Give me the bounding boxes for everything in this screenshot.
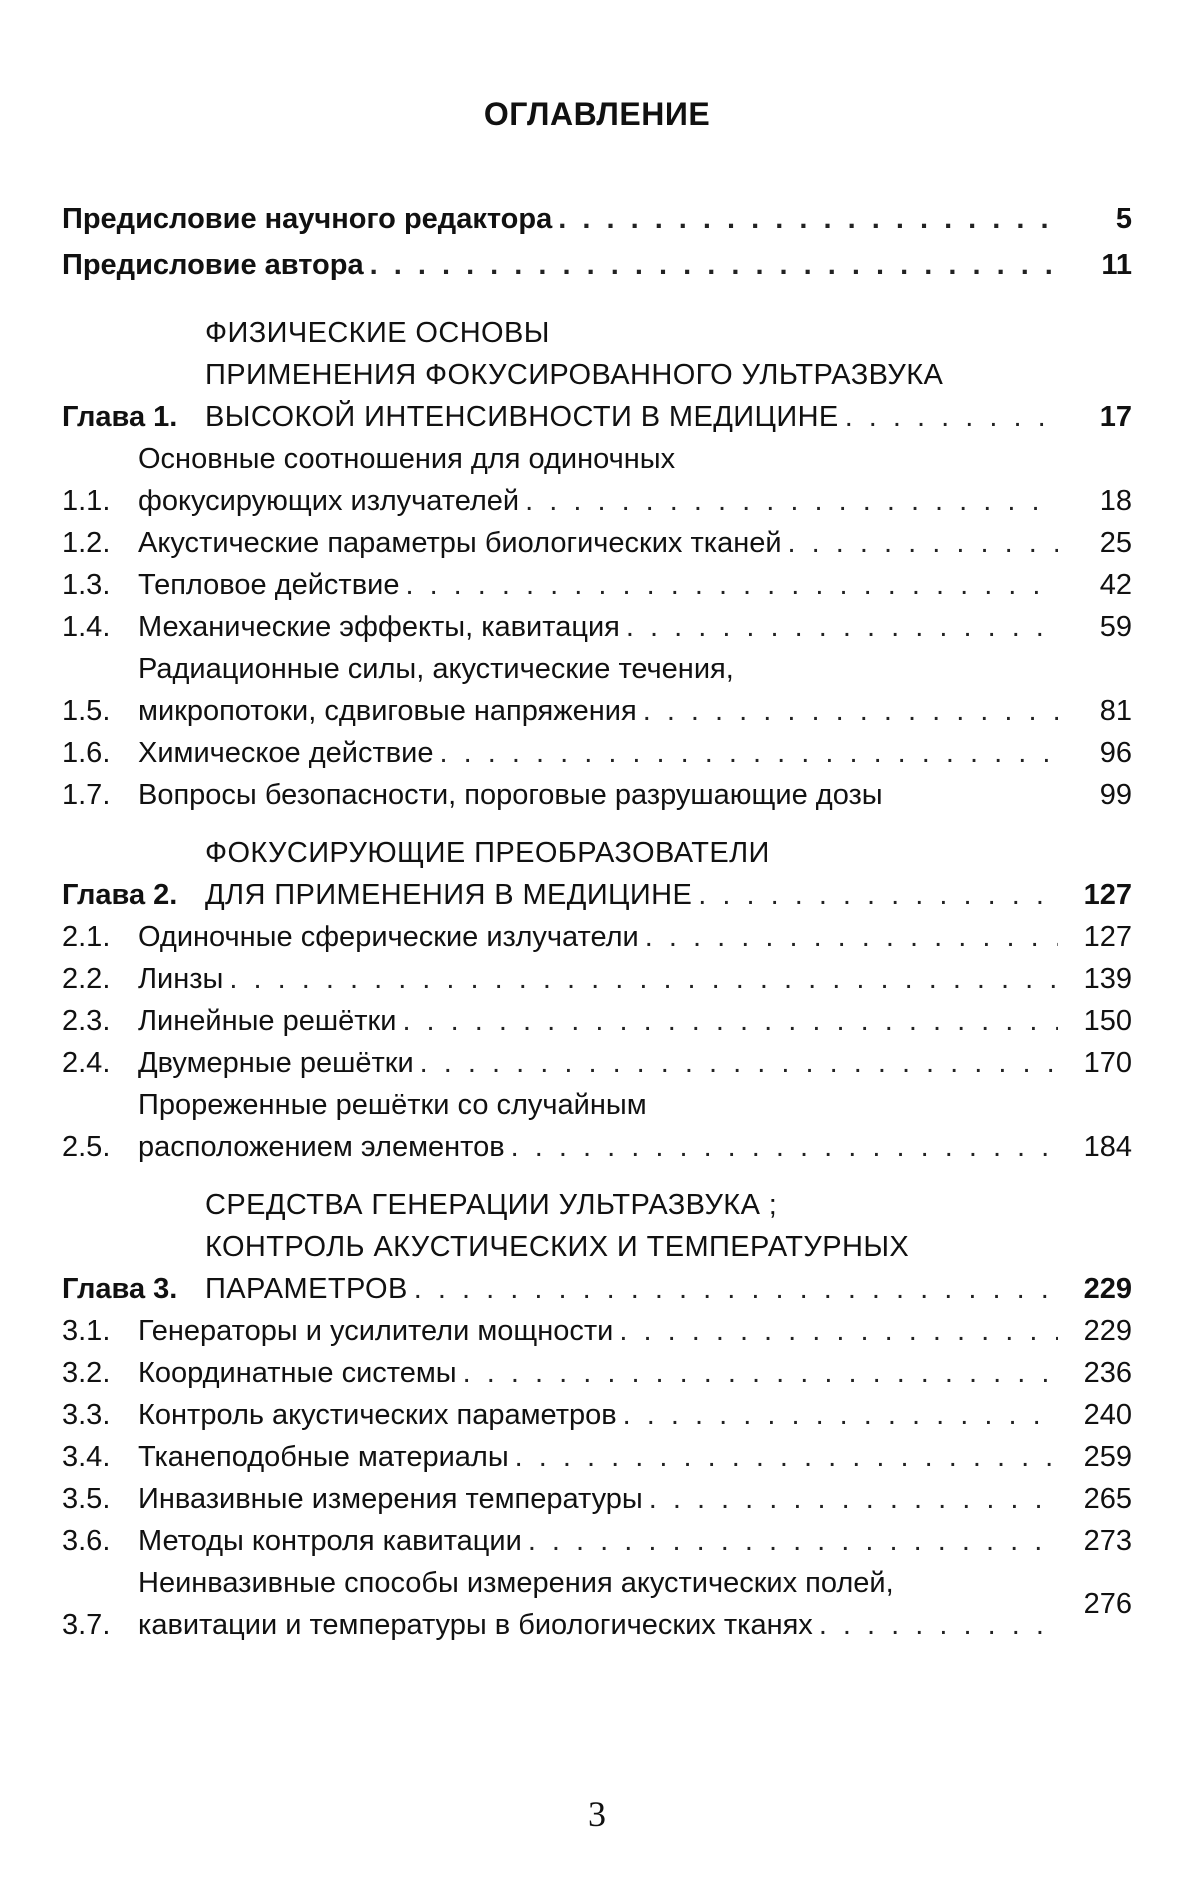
section-page-number: 139	[1083, 963, 1132, 995]
toc-section-2-1	[62, 916, 1132, 958]
toc-section-1-5	[62, 648, 1132, 732]
toc-section-2-5	[62, 1084, 1132, 1168]
section-page-number: 265	[1083, 1483, 1132, 1515]
section-page-number: 273	[1083, 1525, 1132, 1557]
dot-leader	[515, 1436, 1058, 1478]
book-page	[62, 0, 1132, 1893]
dot-leader	[819, 1604, 1058, 1646]
section-title-line: Инвазивные измерения температуры	[138, 1483, 643, 1515]
section-title-line: Неинвазивные способы измерения акустических полей,	[138, 1567, 894, 1599]
toc-entry-editor-preface	[62, 198, 1132, 240]
dot-leader	[845, 396, 1058, 438]
section-page-number: 99	[1099, 779, 1132, 811]
section-page-number: 240	[1083, 1399, 1132, 1431]
section-title-line: Акустические параметры биологических тканей	[138, 527, 782, 559]
chapter-title-line: СРЕДСТВА ГЕНЕРАЦИИ УЛЬТРАЗВУКА ;	[205, 1189, 778, 1221]
section-page-number: 81	[1099, 695, 1132, 727]
section-title-line: Методы контроля кавитации	[138, 1525, 522, 1557]
section-page-number: 96	[1099, 737, 1132, 769]
chapter-title-line: КОНТРОЛЬ АКУСТИЧЕСКИХ И ТЕМПЕРАТУРНЫХ	[205, 1231, 910, 1263]
dot-leader	[420, 1042, 1058, 1084]
entry-page-number: 5	[1115, 203, 1132, 235]
section-title-line: Двумерные решётки	[138, 1047, 414, 1079]
toc-section-3-6	[62, 1520, 1132, 1562]
toc-section-1-3	[62, 564, 1132, 606]
chapter-title-line: ПРИМЕНЕНИЯ ФОКУСИРОВАННОГО УЛЬТРАЗВУКА	[205, 359, 944, 391]
table-of-contents	[62, 198, 1132, 1646]
section-title-line: Координатные системы	[138, 1357, 457, 1389]
toc-chapter-1	[62, 312, 1132, 438]
section-number: 3.7.	[62, 1609, 111, 1641]
toc-section-3-5	[62, 1478, 1132, 1520]
toc-section-1-4	[62, 606, 1132, 648]
section-title-line: расположением элементов	[138, 1131, 505, 1163]
dot-leader	[645, 916, 1058, 958]
toc-section-3-1	[62, 1310, 1132, 1352]
chapter-label: Глава 3.	[62, 1273, 178, 1305]
dot-leader	[643, 690, 1058, 732]
toc-section-3-3	[62, 1394, 1132, 1436]
section-title-line: Одиночные сферические излучатели	[138, 921, 639, 953]
section-number: 2.4.	[62, 1047, 111, 1079]
section-page-number: 150	[1083, 1005, 1132, 1037]
section-page-number: 18	[1099, 485, 1132, 517]
section-number: 1.7.	[62, 779, 111, 811]
section-number: 1.3.	[62, 569, 111, 601]
chapter-title-line: ПАРАМЕТРОВ	[205, 1273, 408, 1305]
toc-section-3-2	[62, 1352, 1132, 1394]
dot-leader	[558, 198, 1058, 240]
section-page-number: 236	[1083, 1357, 1132, 1389]
section-page-number: 170	[1083, 1047, 1132, 1079]
section-page-number: 42	[1099, 569, 1132, 601]
section-title-line: Химическое действие	[138, 737, 434, 769]
dot-leader	[511, 1126, 1058, 1168]
section-page-number: 127	[1083, 921, 1132, 953]
section-page-number: 259	[1083, 1441, 1132, 1473]
chapter-label: Глава 1.	[62, 401, 178, 433]
dot-leader	[402, 1000, 1058, 1042]
dot-leader	[623, 1394, 1058, 1436]
section-number: 2.5.	[62, 1131, 111, 1163]
toc-section-2-2	[62, 958, 1132, 1000]
section-number: 3.4.	[62, 1441, 111, 1473]
section-number: 1.2.	[62, 527, 111, 559]
section-number: 2.3.	[62, 1005, 111, 1037]
section-title-line: Прореженные решётки со случайным	[138, 1089, 647, 1121]
section-title-line: Тканеподобные материалы	[138, 1441, 509, 1473]
chapter-page-number: 17	[1099, 401, 1132, 433]
chapter-title-line: ВЫСОКОЙ ИНТЕНСИВНОСТИ В МЕДИЦИНЕ	[205, 401, 839, 433]
chapter-label: Глава 2.	[62, 879, 178, 911]
section-title-line: Генераторы и усилители мощности	[138, 1315, 614, 1347]
section-title-line: Линейные решётки	[138, 1005, 397, 1037]
section-title-line: микропотоки, сдвиговые напряжения	[138, 695, 637, 727]
toc-chapter-2	[62, 832, 1132, 916]
section-title-line: Радиационные силы, акустические течения,	[138, 653, 734, 685]
chapter-title-line: ДЛЯ ПРИМЕНЕНИЯ В МЕДИЦИНЕ	[205, 879, 693, 911]
section-number: 3.6.	[62, 1525, 111, 1557]
dot-leader	[626, 606, 1058, 648]
dot-leader	[698, 874, 1058, 916]
entry-title: Предисловие научного редактора	[62, 203, 553, 235]
entry-title: Предисловие автора	[62, 249, 364, 281]
dot-leader	[619, 1310, 1058, 1352]
dot-leader	[649, 1478, 1058, 1520]
section-number: 2.1.	[62, 921, 111, 953]
dot-leader	[525, 480, 1058, 522]
section-number: 1.5.	[62, 695, 111, 727]
dot-leader	[370, 244, 1058, 286]
section-page-number: 25	[1099, 527, 1132, 559]
page-title: ОГЛАВЛЕНИЕ	[483, 96, 711, 132]
section-number: 3.5.	[62, 1483, 111, 1515]
section-page-number: 276	[1083, 1588, 1132, 1620]
toc-section-1-2	[62, 522, 1132, 564]
page-number-footer: 3	[588, 1794, 606, 1834]
section-title-line: фокусирующих излучателей	[138, 485, 520, 517]
section-title-line: Линзы	[138, 963, 224, 995]
section-number: 2.2.	[62, 963, 111, 995]
section-number: 1.6.	[62, 737, 111, 769]
section-page-number: 59	[1099, 611, 1132, 643]
toc-section-1-7	[62, 774, 1132, 816]
dot-leader	[229, 958, 1058, 1000]
chapter-title-line: ФИЗИЧЕСКИЕ ОСНОВЫ	[205, 317, 550, 349]
dot-leader	[788, 522, 1058, 564]
chapter-page-number: 229	[1083, 1273, 1132, 1305]
dot-leader	[414, 1268, 1058, 1310]
dot-leader	[440, 732, 1058, 774]
toc-entry-author-preface	[62, 244, 1132, 286]
toc-section-2-3	[62, 1000, 1132, 1042]
section-title-line: Механические эффекты, кавитация	[138, 611, 620, 643]
toc-section-2-4	[62, 1042, 1132, 1084]
section-number: 1.4.	[62, 611, 111, 643]
section-title-line: Вопросы безопасности, пороговые разрушающие дозы	[138, 779, 883, 811]
section-title-line: Контроль акустических параметров	[138, 1399, 617, 1431]
chapter-page-number: 127	[1083, 879, 1132, 911]
section-page-number: 184	[1083, 1131, 1132, 1163]
section-number: 1.1.	[62, 485, 111, 517]
section-number: 3.1.	[62, 1315, 111, 1347]
section-number: 3.2.	[62, 1357, 111, 1389]
section-title-line: кавитации и температуры в биологических тканях	[138, 1609, 813, 1641]
toc-section-3-4	[62, 1436, 1132, 1478]
dot-leader	[528, 1520, 1058, 1562]
toc-section-1-1	[62, 438, 1132, 522]
section-number: 3.3.	[62, 1399, 111, 1431]
dot-leader	[463, 1352, 1058, 1394]
section-page-number: 229	[1083, 1315, 1132, 1347]
chapter-title-line: ФОКУСИРУЮЩИЕ ПРЕОБРАЗОВАТЕЛИ	[205, 837, 770, 869]
toc-section-3-7	[62, 1562, 1132, 1646]
section-title-line: Основные соотношения для одиночных	[138, 443, 676, 475]
entry-page-number: 11	[1101, 249, 1132, 281]
toc-chapter-3	[62, 1184, 1132, 1310]
dot-leader	[405, 564, 1058, 606]
toc-section-1-6	[62, 732, 1132, 774]
section-title-line: Тепловое действие	[138, 569, 400, 601]
